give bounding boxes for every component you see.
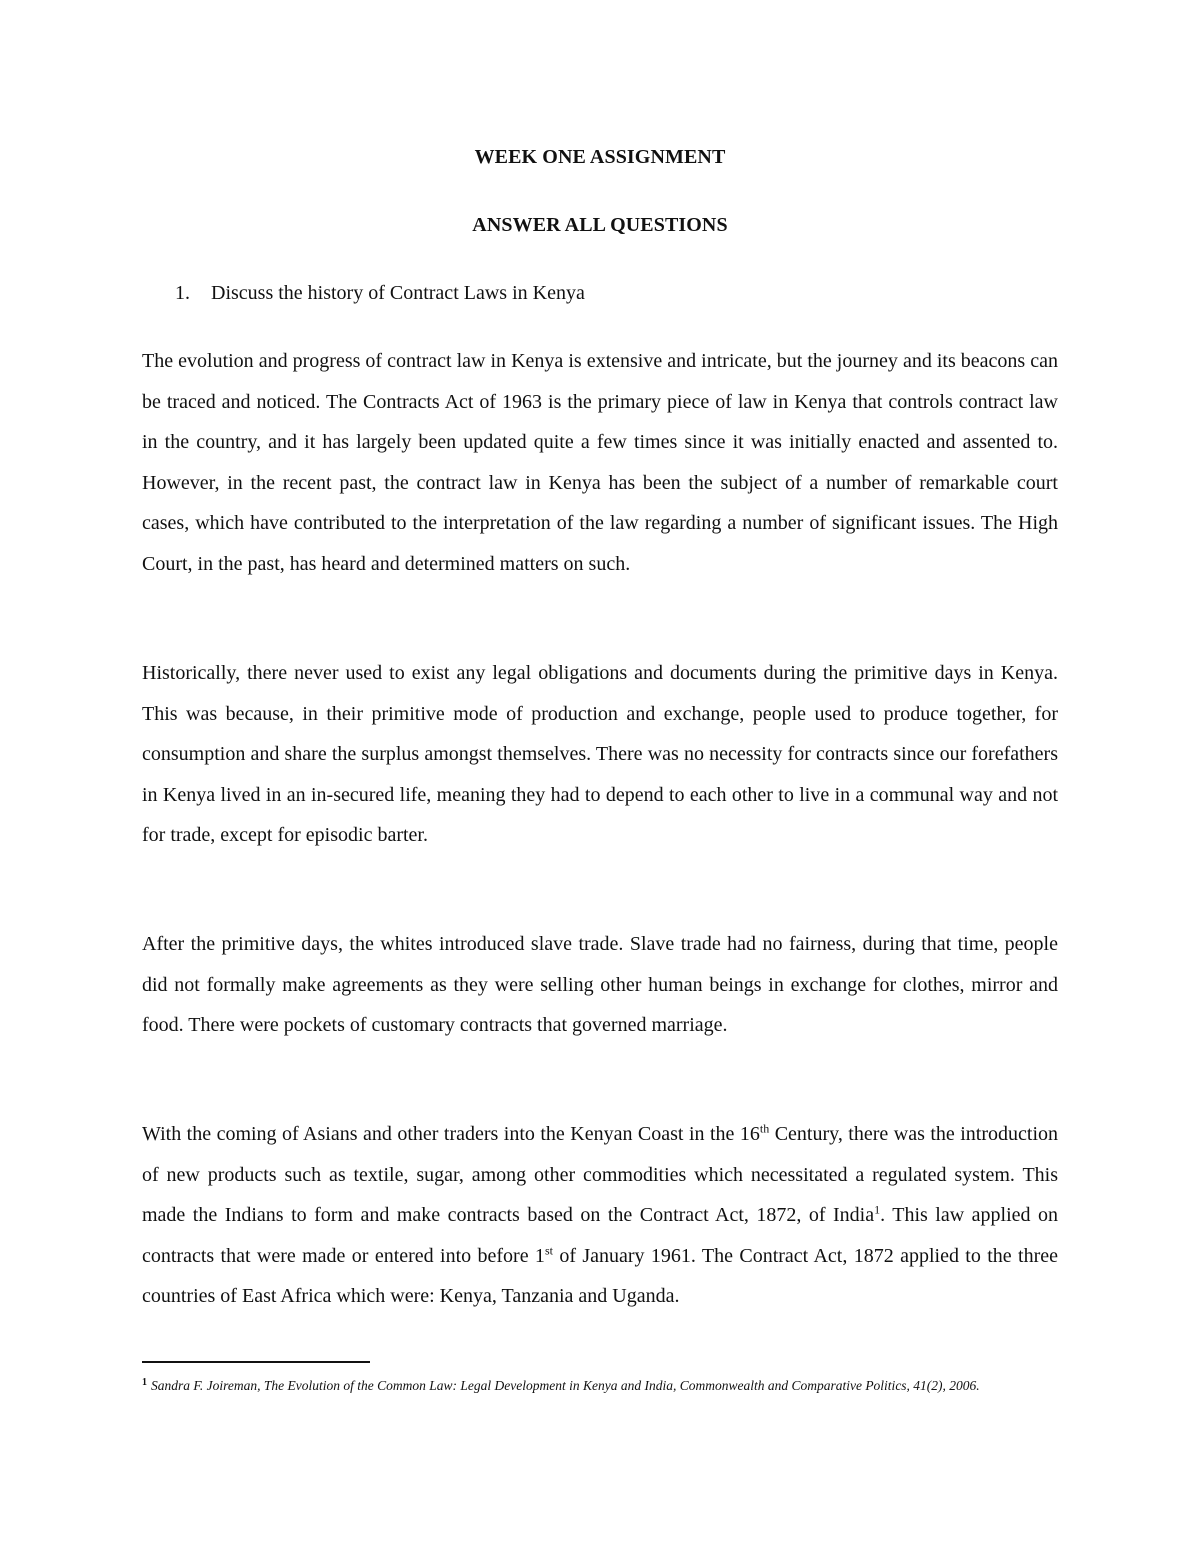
- paragraph-4: [142, 1114, 1058, 1317]
- document-subtitle: ANSWER ALL QUESTIONS: [472, 214, 728, 236]
- footnote-text: Sandra F. Joireman, The Evolution of the Common Law: Legal Development in Kenya and India, Commonwealth and Comparative Politics, 41(2), 2006.: [151, 1378, 980, 1393]
- superscript-th: th: [759, 1121, 770, 1136]
- superscript-st: st: [544, 1243, 553, 1258]
- footnote-reference[interactable]: 1: [874, 1202, 881, 1217]
- paragraph-3: After the primitive days, the whites introduced slave trade. Slave trade had no fairness, during that time, people did not formally make agreements as they were selling other human beings in exchange for clothes, mirror and food. There were pockets of customary contracts that governed marriage.: [142, 933, 1058, 1037]
- paragraph-4-part-2: Century, there was the introduction of new products such as textile, sugar, among other commodities which necessitated a regulated system. This made the Indians to form and make contracts based on the Contract Act, 1872, of India: [142, 1123, 1058, 1227]
- question-text: Discuss the history of Contract Laws in Kenya: [211, 282, 585, 304]
- footnote-separator: [142, 1361, 370, 1363]
- document-title: WEEK ONE ASSIGNMENT: [474, 146, 726, 168]
- paragraph-4-part-3: . This law applied on contracts that were made or entered into before 1: [142, 1204, 1058, 1267]
- footnote: [142, 1376, 1058, 1395]
- paragraph-2: Historically, there never used to exist any legal obligations and documents during the primitive days in Kenya. This was because, in their primitive mode of production and exchange, people used to produce together, for consumption and share the surplus amongst themselves. There was no necessity for contracts since our forefathers in Kenya lived in an in-secured life, meaning they had to depend to each other to live in a communal way and not for trade, except for episodic barter.: [142, 662, 1058, 847]
- question-item: [175, 282, 585, 305]
- paragraph-4-part-1: With the coming of Asians and other traders into the Kenyan Coast in the 16: [142, 1123, 760, 1145]
- paragraph-4-part-4: of January 1961. The Contract Act, 1872 applied to the three countries of East Africa which were: Kenya, Tanzania and Uganda.: [142, 1244, 1058, 1308]
- question-number: 1.: [175, 282, 190, 304]
- footnote-mark: 1: [142, 1376, 147, 1388]
- paragraph-1: The evolution and progress of contract law in Kenya is extensive and intricate, but the journey and its beacons can be traced and noticed. The Contracts Act of 1963 is the primary piece of law in Kenya that controls contract law in the country, and it has largely been updated quite a few times since it was initially enacted and assented to. However, in the recent past, the contract law in Kenya has been the subject of a number of remarkable court cases, which have contributed to the interpretation of the law regarding a number of significant issues. The High Court, in the past, has heard and determined matters on such.: [142, 350, 1058, 575]
